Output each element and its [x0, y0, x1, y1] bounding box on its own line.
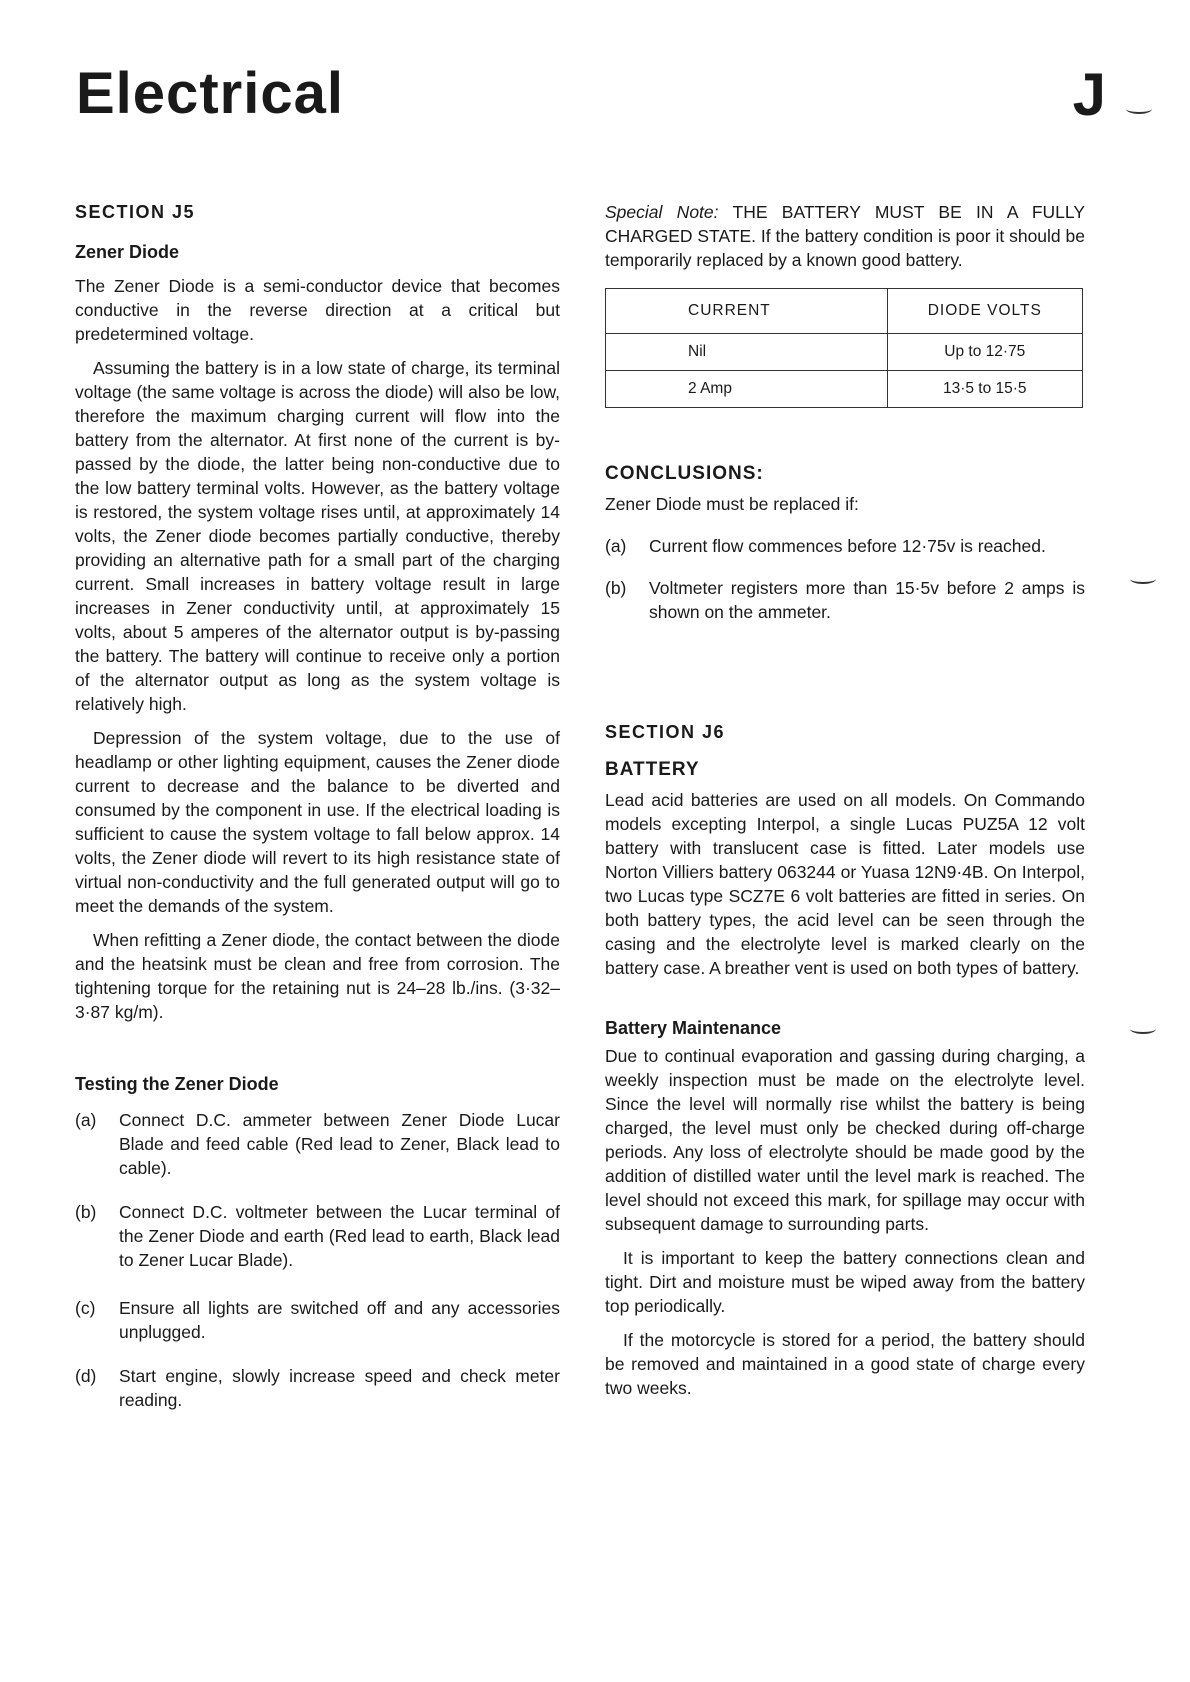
list-item: [605, 576, 1085, 624]
table-cell: 2 Amp: [606, 371, 888, 408]
section-label-j5: SECTION J5: [75, 202, 196, 222]
right-column: [605, 200, 1085, 1410]
list-item-text: Current flow commences before 12·75v is reached.: [649, 536, 1046, 556]
conclusions-heading: CONCLUSIONS:: [605, 463, 764, 484]
list-item: [605, 534, 1085, 558]
list-item: [75, 1108, 560, 1180]
table-row: [606, 371, 1083, 408]
list-item-text: Ensure all lights are switched off and any accessories unplugged.: [119, 1298, 560, 1342]
testing-heading: Testing the Zener Diode: [75, 1074, 279, 1094]
table-header: DIODE VOLTS: [887, 289, 1082, 334]
table-header-row: [606, 289, 1083, 334]
chapter-letter: J: [1072, 61, 1106, 128]
paragraph: Assuming the battery is in a low state of charge, its terminal voltage (the same voltage is across the diode) will also be low, therefore the maximum charging current will flow into the battery from the alternator. At first none of the current is by-passed by the diode, the latter being non-conductive due to the low battery terminal volts. However, as the battery voltage is restored, the system voltage rises until, at approximately 14 volts, the Zener diode becomes partially conductive, thereby providing an alternative path for a small part of the charging current. Small increases in battery voltage result in large increases in Zener conductivity until, at approximately 15 volts, about 5 amperes of the alternator output is by-passing the battery. The battery will continue to receive only a portion of the alternator output as long as the system voltage is relatively high.: [75, 358, 560, 714]
list-item-label: (b): [75, 1202, 97, 1222]
special-note: [605, 200, 1085, 272]
left-column: [75, 200, 560, 1432]
list-item-label: (a): [75, 1110, 97, 1130]
paragraph: The Zener Diode is a semi-conductor device that becomes conductive in the reverse direction at a critical but predetermined voltage.: [75, 276, 560, 344]
list-item: [75, 1296, 560, 1344]
list-item-label: (c): [75, 1298, 96, 1318]
table-cell: Up to 12·75: [887, 334, 1082, 371]
paragraph: If the motorcycle is stored for a period, the battery should be removed and maintained in a good state of charge every two weeks.: [605, 1330, 1085, 1398]
conclusions-intro: Zener Diode must be replaced if:: [605, 494, 859, 514]
page-title: Electrical: [76, 61, 344, 126]
list-item: [75, 1200, 560, 1272]
table-row: [606, 334, 1083, 371]
voltage-table: [605, 288, 1083, 408]
note-text: THE BATTERY MUST BE IN A FULLY CHARGED STATE. If the battery condition is poor it should be temporarily replaced by a known good battery.: [605, 202, 1086, 270]
list-item-text: Connect D.C. ammeter between Zener Diode Lucar Blade and feed cable (Red lead to Zener, Black lead to cable).: [119, 1110, 560, 1178]
page-header: [76, 60, 1136, 140]
battery-heading: BATTERY: [605, 759, 700, 780]
table-cell: 13·5 to 15·5: [887, 371, 1082, 408]
table-header: CURRENT: [606, 289, 888, 334]
battery-maintenance-heading: Battery Maintenance: [605, 1018, 782, 1038]
list-item: [75, 1364, 560, 1412]
zener-diode-heading: Zener Diode: [75, 242, 180, 262]
paragraph: Lead acid batteries are used on all models. On Commando models excepting Interpol, a single Lucas PUZ5A 12 volt battery with translucent case is fitted. Later models use Norton Villiers battery 063244 or Yuasa 12N9·4B. On Interpol, two Lucas type SCZ7E 6 volt batteries are fitted in series. On both battery types, the acid level can be seen through the casing and the electrolyte level is marked clearly on the battery case. A breather vent is used on both types of battery.: [605, 790, 1085, 978]
list-item-text: Start engine, slowly increase speed and check meter reading.: [119, 1366, 560, 1410]
list-item-text: Connect D.C. voltmeter between the Lucar terminal of the Zener Diode and earth (Red lead to earth, Black lead to Zener Lucar Blade).: [119, 1202, 560, 1270]
paragraph: Depression of the system voltage, due to the use of headlamp or other lighting equipment, causes the Zener diode current to decrease and the balance to be diverted and consumed by the component in use. If the electrical loading is sufficient to cause the system voltage to fall below approx. 14 volts, the Zener diode will revert to its high resistance state of virtual non-conductivity and the full generated output will go to meet the demands of the system.: [75, 728, 560, 916]
margin-mark: [1130, 574, 1156, 584]
table-cell: Nil: [606, 334, 888, 371]
note-label: Special Note:: [605, 202, 719, 222]
margin-mark: [1130, 1024, 1156, 1034]
paragraph: Due to continual evaporation and gassing during charging, a weekly inspection must be made on the electrolyte level. Since the level will normally rise whilst the battery is being charged, the level must only be checked during off-charge periods. Any loss of electrolyte should be made good by the addition of distilled water until the level mark is reached. The level should not exceed this mark, for spillage may occur with subsequent damage to surrounding parts.: [605, 1046, 1085, 1234]
list-item-text: Voltmeter registers more than 15·5v before 2 amps is shown on the ammeter.: [649, 578, 1085, 622]
list-item-label: (d): [75, 1366, 97, 1386]
margin-mark: [1126, 104, 1152, 114]
list-item-label: (b): [605, 578, 627, 598]
list-item-label: (a): [605, 536, 627, 556]
paragraph: It is important to keep the battery connections clean and tight. Dirt and moisture must be wiped away from the battery top periodically.: [605, 1248, 1085, 1316]
paragraph: When refitting a Zener diode, the contact between the diode and the heatsink must be clean and free from corrosion. The tightening torque for the retaining nut is 24–28 lb./ins. (3·32–3·87 kg/m).: [75, 930, 560, 1022]
section-label-j6: SECTION J6: [605, 722, 726, 742]
